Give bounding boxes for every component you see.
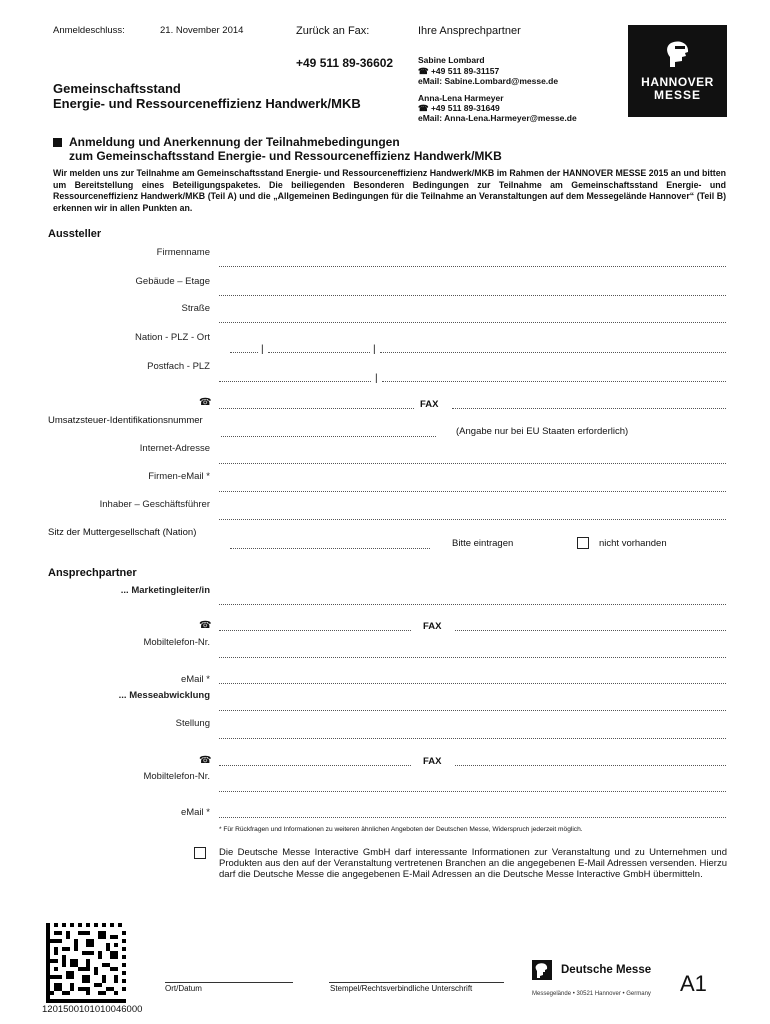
place-date-line bbox=[165, 982, 293, 983]
pobox-field[interactable] bbox=[219, 381, 371, 382]
pobox-zip-field[interactable] bbox=[382, 381, 726, 382]
marketing-phone-icon: ☎ bbox=[199, 620, 212, 631]
contact-1-phone: ☎ +49 511 89-31157 bbox=[418, 66, 500, 76]
fair-handling-phone-field[interactable] bbox=[219, 765, 411, 766]
company-email-label: Firmen-eMail * bbox=[148, 471, 210, 482]
contact-2-name: Anna-Lena Harmeyer bbox=[418, 93, 504, 103]
fair-handling-label: ... Messeabwicklung bbox=[118, 690, 210, 701]
position-label: Stellung bbox=[175, 718, 210, 729]
contact-1-name: Sabine Lombard bbox=[418, 55, 485, 65]
street-field[interactable] bbox=[219, 322, 726, 323]
building-field[interactable] bbox=[219, 295, 726, 296]
hannover-messe-head-icon bbox=[663, 39, 693, 69]
marketing-phone-field[interactable] bbox=[219, 630, 411, 631]
pobox-label: Postfach - PLZ bbox=[147, 361, 210, 372]
deutsche-messe-logo bbox=[532, 960, 662, 1000]
phone-icon: ☎ bbox=[199, 397, 212, 408]
signature-label: Stempel/Rechtsverbindliche Unterschrift bbox=[330, 984, 473, 993]
fair-handling-phone-icon: ☎ bbox=[199, 755, 212, 766]
fair-handling-mobile-field[interactable] bbox=[219, 791, 726, 792]
nation-field[interactable] bbox=[230, 352, 258, 353]
nation-zip-city-label: Nation - PLZ - Ort bbox=[135, 332, 210, 343]
marketing-mobile-label: Mobiltelefon-Nr. bbox=[143, 637, 210, 648]
marketing-field[interactable] bbox=[219, 604, 726, 605]
email-footnote: * Für Rückfragen und Informationen zu weiteren ähnlichen Angeboten der Deutschen Messe, Widerspruch jederzeit möglich. bbox=[219, 826, 583, 833]
fair-handling-mobile-label: Mobiltelefon-Nr. bbox=[143, 771, 210, 782]
section-heading-line1: Anmeldung und Anerkennung der Teilnahmebedingungen bbox=[69, 135, 400, 149]
vat-field[interactable] bbox=[221, 436, 436, 437]
place-date-label: Ort/Datum bbox=[165, 984, 202, 993]
field-separator: | bbox=[261, 344, 264, 355]
fair-handling-fax-label: FAX bbox=[423, 756, 442, 767]
signature-line bbox=[329, 982, 504, 983]
deutsche-messe-address: Messegelände • 30521 Hannover • Germany bbox=[532, 991, 651, 997]
website-label: Internet-Adresse bbox=[139, 443, 210, 454]
marketing-fax-field[interactable] bbox=[455, 630, 726, 631]
hannover-messe-logo bbox=[628, 25, 727, 117]
page-title-line1: Gemeinschaftsstand bbox=[53, 81, 181, 96]
intro-paragraph: Wir melden uns zur Teilnahme am Gemeinschaftsstand Energie- und Ressourceneffizienz Handwerk/MKB im Rahmen der HANNOVER MESSE 2015 an und bitten um Bereitstellung eines Beteiligungspaketes. Die beiliegenden Besonderen Bedingungen zur Teilnahme am Gemeinschaftsstand Energie- und Ressourceneffizienz Handwerk/MKB (Teil A) und die „Allgemeinen Bedingungen für die Teilnahme an Veranstaltungen auf dem Messegelände Hannover“ (Teil B) erkennen wir in allen Punkten an. bbox=[53, 168, 726, 213]
contact-2-phone: ☎ +49 511 89-31649 bbox=[418, 103, 500, 113]
field-separator: | bbox=[373, 344, 376, 355]
marketing-mobile-field[interactable] bbox=[219, 657, 726, 658]
logo-line1: HANNOVER bbox=[641, 75, 714, 89]
owner-field[interactable] bbox=[219, 519, 726, 520]
page-title-line2: Energie- und Ressourceneffizienz Handwerk/MKB bbox=[53, 96, 361, 111]
marketing-email-field[interactable] bbox=[219, 683, 726, 684]
datamatrix-barcode bbox=[46, 923, 126, 1003]
city-field[interactable] bbox=[380, 352, 726, 353]
deutsche-messe-name: Deutsche Messe bbox=[561, 964, 652, 976]
field-separator: | bbox=[375, 373, 378, 384]
company-email-field[interactable] bbox=[219, 491, 726, 492]
exhibitor-heading: Aussteller bbox=[48, 228, 102, 240]
website-field[interactable] bbox=[219, 463, 726, 464]
return-fax-label: Zurück an Fax: bbox=[296, 25, 370, 37]
deutsche-messe-icon bbox=[532, 960, 552, 980]
phone-field[interactable] bbox=[219, 408, 414, 409]
fair-handling-email-label: eMail * bbox=[180, 807, 210, 818]
logo-line2: MESSE bbox=[653, 88, 701, 102]
form-code: A1 bbox=[680, 971, 707, 996]
zip-field[interactable] bbox=[268, 352, 370, 353]
contact-person-heading: Ansprechpartner bbox=[48, 567, 137, 579]
fair-handling-email-field[interactable] bbox=[219, 817, 726, 818]
marketing-label: ... Marketingleiter/in bbox=[120, 585, 210, 596]
company-label: Firmenname bbox=[156, 247, 210, 258]
position-field[interactable] bbox=[219, 738, 726, 739]
return-fax-number: +49 511 89-36602 bbox=[296, 56, 394, 70]
deadline-date: 21. November 2014 bbox=[160, 25, 244, 36]
parent-seat-label: Sitz der Muttergesellschaft (Nation) bbox=[48, 527, 197, 538]
section-heading-line2: zum Gemeinschaftsstand Energie- und Ressourceneffizienz Handwerk/MKB bbox=[69, 149, 502, 163]
contact-2-email: eMail: Anna-Lena.Harmeyer@messe.de bbox=[418, 113, 577, 123]
street-label: Straße bbox=[181, 303, 210, 314]
parent-seat-field[interactable] bbox=[230, 548, 430, 549]
not-present-label: nicht vorhanden bbox=[599, 538, 667, 549]
marketing-email-label: eMail * bbox=[180, 674, 210, 685]
vat-label: Umsatzsteuer-Identifikationsnummer bbox=[48, 415, 203, 426]
fax-label: FAX bbox=[420, 399, 439, 410]
fair-handling-field[interactable] bbox=[219, 710, 726, 711]
heading-bullet bbox=[53, 138, 62, 147]
deadline-label: Anmeldeschluss: bbox=[53, 25, 125, 36]
contacts-label: Ihre Ansprechpartner bbox=[418, 25, 521, 37]
company-field[interactable] bbox=[219, 266, 726, 267]
consent-text: Die Deutsche Messe Interactive GmbH darf interessante Informationen zur Veranstaltung und zu Unternehmen und Produkten aus den auf der Veranstaltung vertretenen Branchen an die angegebenen E-Mail Adressen versenden. Hierzu darf die Deutsche Messe die angegebenen E-Mail Adressen an die Deutsche Messe Interactive GmbH übermitteln. bbox=[219, 847, 727, 881]
building-label: Gebäude – Etage bbox=[135, 276, 210, 287]
fax-field[interactable] bbox=[452, 408, 726, 409]
barcode-number: 1201500101010046000 bbox=[42, 1004, 143, 1015]
vat-note: (Angabe nur bei EU Staaten erforderlich) bbox=[456, 426, 629, 437]
owner-label: Inhaber – Geschäftsführer bbox=[99, 499, 210, 510]
please-enter-label: Bitte eintragen bbox=[452, 538, 514, 549]
marketing-fax-label: FAX bbox=[423, 621, 442, 632]
fair-handling-fax-field[interactable] bbox=[455, 765, 726, 766]
contact-1-email: eMail: Sabine.Lombard@messe.de bbox=[418, 76, 559, 86]
consent-checkbox[interactable] bbox=[194, 847, 206, 859]
not-present-checkbox[interactable] bbox=[577, 537, 589, 549]
